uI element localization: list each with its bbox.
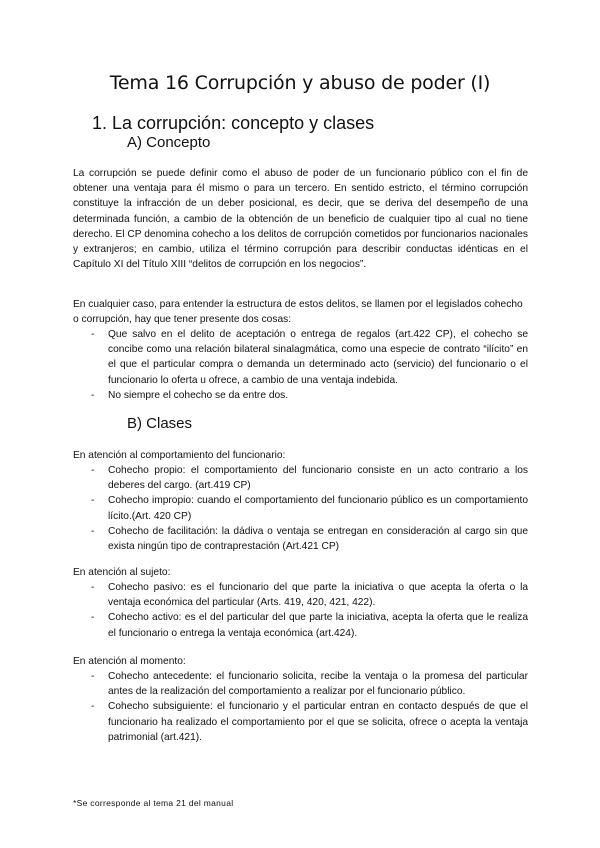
list-item: - Cohecho subsiguiente: el funcionario y el particular entran en contacto después de que el funcionario ha realizado el comportamiento por el que se solicita, ofrece o acepta la ventaja patrimonial (art.421). (73, 699, 528, 745)
list-item: - Que salvo en el delito de aceptación o entrega de regalos (art.422 CP), el cohecho se concibe como una relación bilateral sinalagmática, como una especie de contrato “ilícito” en el que el particular compra o demanda un determinado acto (servicio) del funcionario o el funcionario lo oferta u ofrece, a cambio de una ventaja indebida. (73, 327, 528, 388)
group-lead-comportamiento: En atención al comportamiento del funcionario: (73, 450, 286, 461)
momento-list (73, 669, 528, 745)
structure-paragraph: En cualquier caso, para entender la estructura de estos delitos, se llamen por el legislados cohecho o corrupción, hay que tener presente dos cosas: (73, 299, 523, 326)
footnote: *Se corresponde al tema 21 del manual (73, 798, 234, 808)
list-item: - No siempre el cohecho se da entre dos. (73, 388, 528, 403)
section-heading: 1. La corrupción: concepto y clases (92, 113, 375, 133)
subsection-heading-clases: B) Clases (127, 415, 193, 432)
comportamiento-list (73, 463, 528, 554)
concept-paragraph: La corrupción se puede definir como el abuso de poder de un funcionario público con el fin de obtener una ventaja para él mismo o para un tercero. En sentido estricto, el término corrupción constituye la infracción de un deber posicional, es decir, que se deriva del desempeño de una determinada función, a cambio de la obtención de un beneficio de cualquier tipo al cual no tiene derecho. El CP denomina cohecho a los delitos de corrupción cometidos por funcionarios nacionales y extranjeros; en cambio, utiliza el término corrupción para describir conductas idénticas en el Capítulo XI del Título XIII “delitos de corrupción en los negocios”. (73, 168, 528, 271)
page-title: Tema 16 Corrupción y abuso de poder (I) (109, 72, 491, 94)
list-item: - Cohecho pasivo: es el funcionario del que parte la iniciativa o que acepta la oferta o la ventaja económica del particular (Arts. 419, 420, 421, 422). (73, 580, 528, 610)
sujeto-list (73, 580, 528, 641)
list-item: - Cohecho de facilitación: la dádiva o ventaja se entregan en consideración al cargo sin que exista ningún tipo de contraprestación (Art.421 CP) (73, 524, 528, 554)
list-item: - Cohecho activo: es el del particular del que parte la iniciativa, acepta la oferta que le realiza el funcionario o entrega la ventaja económica (art.424). (73, 610, 528, 640)
subsection-heading-concepto: A) Concepto (127, 134, 211, 151)
list-item: - Cohecho antecedente: el funcionario solicita, recibe la ventaja o la promesa del particular antes de la realización del comportamiento a realizar por el funcionario público. (73, 669, 528, 699)
list-item: - Cohecho impropio: cuando el comportamiento del funcionario público es un comportamiento lícito.(Art. 420 CP) (73, 493, 528, 523)
group-lead-sujeto: En atención al sujeto: (73, 567, 171, 578)
group-lead-momento: En atención al momento: (73, 656, 186, 667)
structure-list (73, 327, 528, 403)
list-item: - Cohecho propio: el comportamiento del funcionario consiste en un acto contrario a los deberes del cargo. (art.419 CP) (73, 463, 528, 493)
